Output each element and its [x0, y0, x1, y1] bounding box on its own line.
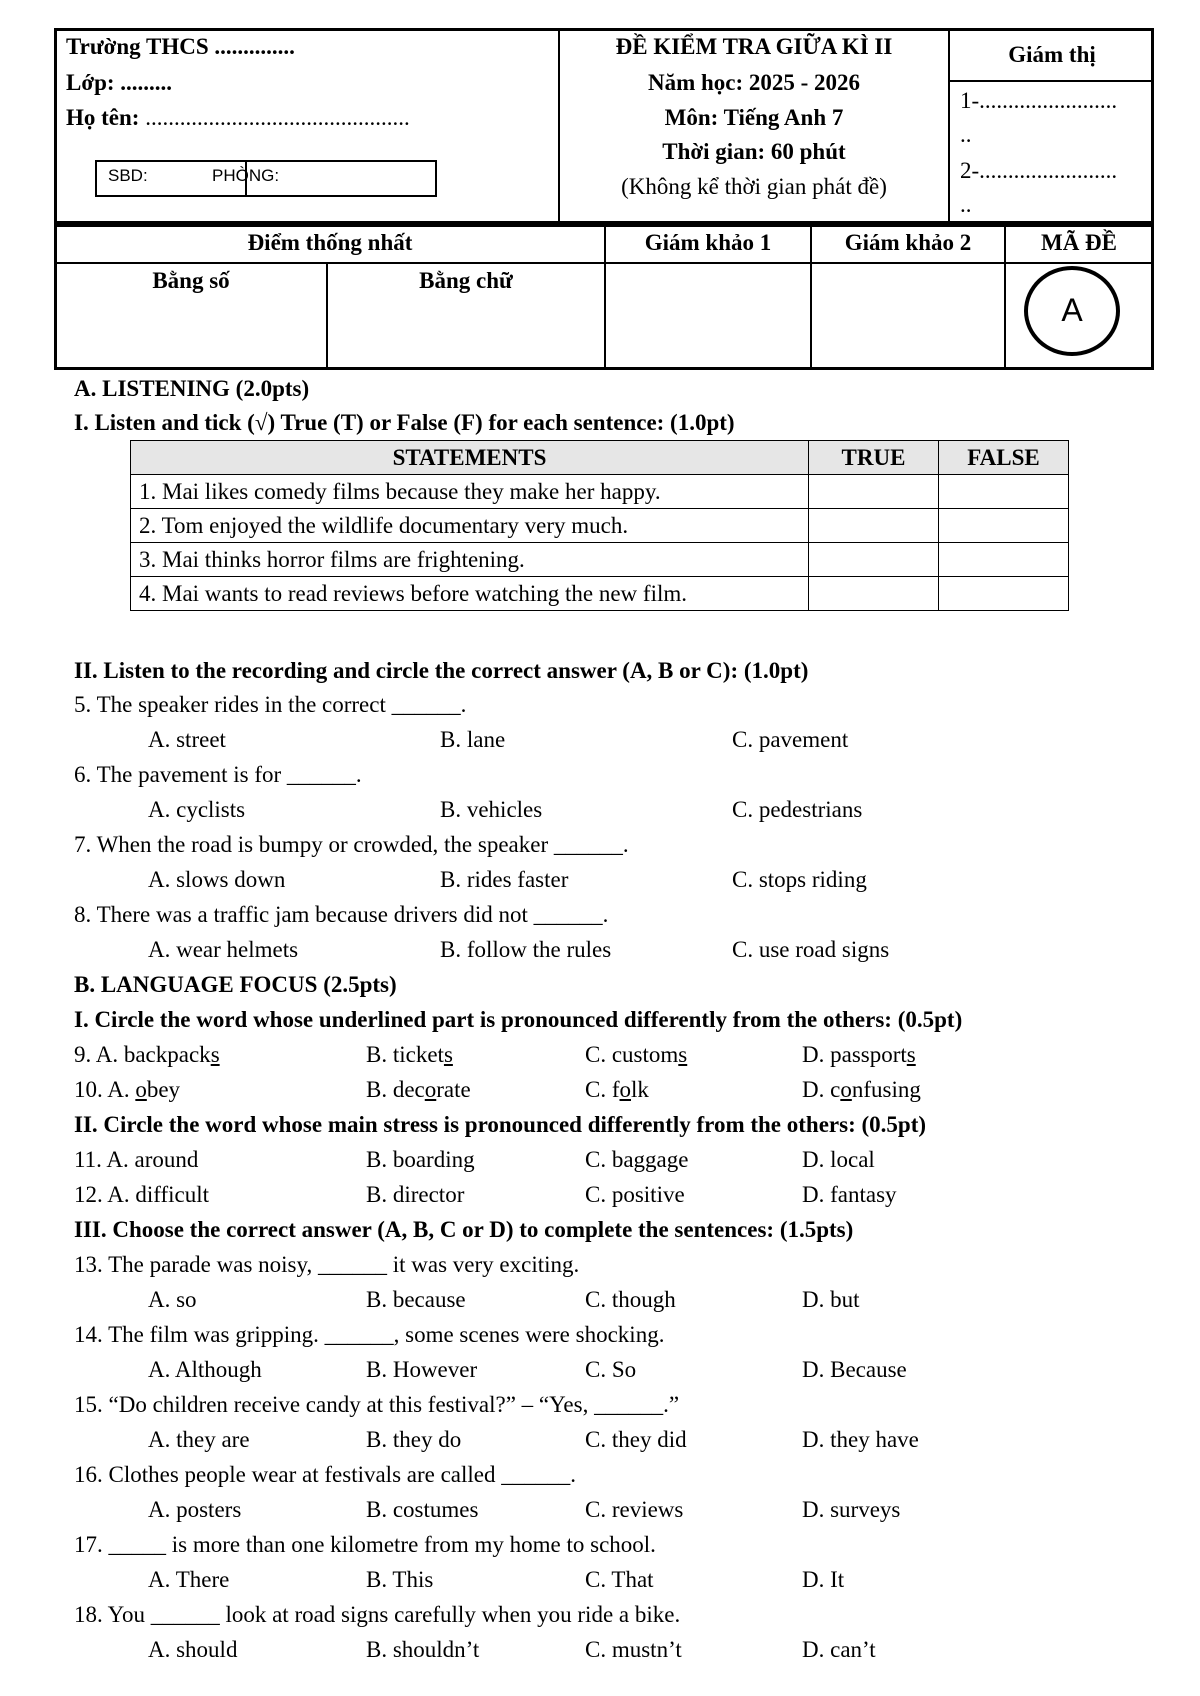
- score-words-label: Bằng chữ: [419, 268, 513, 293]
- statement-cell: 4. Mai wants to read reviews before watching the new film.: [131, 577, 809, 611]
- false-checkbox-cell[interactable]: [939, 577, 1069, 611]
- language-part1-title: I. Circle the word whose underlined part is pronounced differently from the others: (0.5pt): [74, 1007, 963, 1032]
- table-row: [131, 509, 1069, 543]
- answer-option[interactable]: D. can’t: [802, 1637, 876, 1662]
- option-text: lk: [631, 1077, 649, 1102]
- statement-cell: 3. Mai thinks horror films are frightening.: [131, 543, 809, 577]
- name-label: Họ tên:: [66, 105, 146, 130]
- table-row: [131, 475, 1069, 509]
- answer-option[interactable]: B. rides faster: [440, 867, 569, 892]
- answer-option[interactable]: C. stops riding: [732, 867, 867, 892]
- answer-option[interactable]: B. follow the rules: [440, 937, 612, 962]
- underlined-sound: o: [424, 1077, 437, 1102]
- school-year: Năm học: 2025 - 2026: [647, 70, 861, 95]
- examiner-1-label: Giám khảo 1: [644, 230, 772, 255]
- answer-option[interactable]: A. posters: [148, 1497, 242, 1522]
- listening-part1-title: I. Listen and tick (√) True (T) or False (F) for each sentence: (1.0pt): [74, 410, 735, 435]
- school-name: Trường THCS ..............: [66, 34, 295, 59]
- false-checkbox-cell[interactable]: [939, 543, 1069, 577]
- answer-option[interactable]: B. director: [366, 1182, 465, 1207]
- student-name-field: [66, 105, 410, 131]
- answer-option[interactable]: A. street: [148, 727, 226, 752]
- answer-option[interactable]: D. surveys: [802, 1497, 901, 1522]
- unified-score-label: Điểm thống nhất: [247, 230, 413, 255]
- answer-option[interactable]: B. vehicles: [440, 797, 543, 822]
- proctor-dots: ..: [960, 192, 972, 217]
- language-part2-title: II. Circle the word whose main stress is pronounced differently from the others: (0.5pt): [74, 1112, 927, 1137]
- statement-cell: 1. Mai likes comedy films because they make her happy.: [131, 475, 809, 509]
- question-text: 13. The parade was noisy, ______ it was very exciting.: [74, 1252, 580, 1277]
- answer-option[interactable]: C. though: [585, 1287, 676, 1312]
- answer-option[interactable]: B. shouldn’t: [366, 1637, 480, 1662]
- true-checkbox-cell[interactable]: [809, 543, 939, 577]
- option-text: 9. A. backpack: [74, 1042, 211, 1067]
- true-checkbox-cell[interactable]: [809, 509, 939, 543]
- true-checkbox-cell[interactable]: [809, 577, 939, 611]
- question-text: 7. When the road is bumpy or crowded, the speaker ______.: [74, 832, 629, 857]
- answer-option[interactable]: [74, 1077, 180, 1103]
- answer-option[interactable]: C. positive: [585, 1182, 685, 1207]
- proctor-1: 1-........................: [960, 88, 1118, 113]
- header-divider: [948, 80, 1154, 82]
- answer-option[interactable]: A. Although: [148, 1357, 262, 1382]
- answer-option[interactable]: A. slows down: [148, 867, 286, 892]
- option-text: C. custom: [585, 1042, 679, 1067]
- option-text: D. c: [802, 1077, 841, 1102]
- answer-option[interactable]: C. That: [585, 1567, 654, 1592]
- section-language-title: B. LANGUAGE FOCUS (2.5pts): [74, 972, 397, 997]
- option-text: B. ticket: [366, 1042, 444, 1067]
- answer-option[interactable]: C. they did: [585, 1427, 687, 1452]
- answer-option[interactable]: [585, 1042, 687, 1068]
- answer-option[interactable]: A. they are: [148, 1427, 250, 1452]
- name-dots: ..............................................: [145, 105, 410, 130]
- answer-option[interactable]: D. local: [802, 1147, 875, 1172]
- option-text: C. f: [585, 1077, 620, 1102]
- false-checkbox-cell[interactable]: [939, 509, 1069, 543]
- class-field: Lớp: .........: [66, 70, 173, 95]
- statements-table: [130, 440, 1069, 611]
- option-text: bey: [146, 1077, 181, 1102]
- option-text: D. passport: [802, 1042, 907, 1067]
- answer-option[interactable]: C. pedestrians: [732, 797, 863, 822]
- answer-option[interactable]: B. However: [366, 1357, 478, 1382]
- section-listening-title: A. LISTENING (2.0pts): [74, 376, 310, 401]
- answer-option[interactable]: 11. A. around: [74, 1147, 199, 1172]
- answer-option[interactable]: B. costumes: [366, 1497, 479, 1522]
- answer-option[interactable]: [366, 1042, 453, 1068]
- false-checkbox-cell[interactable]: [939, 475, 1069, 509]
- table-row: [131, 577, 1069, 611]
- question-text: 17. _____ is more than one kilometre from my home to school.: [74, 1532, 656, 1557]
- answer-option[interactable]: D. fantasy: [802, 1182, 897, 1207]
- answer-option[interactable]: D. It: [802, 1567, 845, 1592]
- underlined-sound: o: [840, 1077, 852, 1102]
- answer-option[interactable]: [366, 1077, 471, 1103]
- duration: Thời gian: 60 phút: [662, 139, 846, 164]
- answer-option[interactable]: [802, 1077, 921, 1103]
- question-text: 6. The pavement is for ______.: [74, 762, 362, 787]
- true-checkbox-cell[interactable]: [809, 475, 939, 509]
- exam-code-label: MÃ ĐỀ: [1040, 230, 1118, 255]
- option-text: 10. A.: [74, 1077, 136, 1102]
- underlined-sound: s: [906, 1042, 916, 1067]
- table-header: FALSE: [939, 441, 1069, 475]
- listening-part2-title: II. Listen to the recording and circle the correct answer (A, B or C): (1.0pt): [74, 658, 809, 683]
- answer-option[interactable]: [802, 1042, 916, 1068]
- answer-option[interactable]: B. they do: [366, 1427, 462, 1452]
- answer-option[interactable]: A. so: [148, 1287, 197, 1312]
- answer-option[interactable]: C. baggage: [585, 1147, 689, 1172]
- answer-option[interactable]: C. mustn’t: [585, 1637, 682, 1662]
- score-number-label: Bằng số: [152, 268, 230, 293]
- question-text: 5. The speaker rides in the correct ______.: [74, 692, 467, 717]
- proctor-title: Giám thị: [1008, 42, 1096, 67]
- examiner-2-label: Giám khảo 2: [844, 230, 972, 255]
- answer-option[interactable]: D. but: [802, 1287, 860, 1312]
- answer-option[interactable]: B. lane: [440, 727, 506, 752]
- exam-title: ĐỀ KIỂM TRA GIỮA KÌ II: [615, 34, 893, 59]
- answer-option[interactable]: C. pavement: [732, 727, 849, 752]
- exam-code-badge: A: [1024, 266, 1120, 356]
- underlined-sound: o: [619, 1077, 631, 1102]
- option-text: rate: [436, 1077, 471, 1102]
- table-row: [131, 543, 1069, 577]
- sbd-label: SBD:: [108, 166, 148, 185]
- language-part3-title: III. Choose the correct answer (A, B, C or D) to complete the sentences: (1.5pts): [74, 1217, 854, 1242]
- question-text: 18. You ______ look at road signs carefully when you ride a bike.: [74, 1602, 681, 1627]
- question-text: 8. There was a traffic jam because drivers did not ______.: [74, 902, 609, 927]
- underlined-sound: s: [678, 1042, 688, 1067]
- answer-option[interactable]: A. There: [148, 1567, 230, 1592]
- table-header-row: [131, 441, 1069, 475]
- answer-option[interactable]: D. they have: [802, 1427, 919, 1452]
- question-text: 14. The film was gripping. ______, some scenes were shocking.: [74, 1322, 665, 1347]
- underlined-sound: s: [443, 1042, 453, 1067]
- proctor-dots: ..: [960, 122, 972, 147]
- answer-option[interactable]: [585, 1077, 649, 1103]
- question-text: 16. Clothes people wear at festivals are called ______.: [74, 1462, 577, 1487]
- answer-option[interactable]: A. should: [148, 1637, 238, 1662]
- answer-option[interactable]: B. because: [366, 1287, 466, 1312]
- answer-option[interactable]: B. boarding: [366, 1147, 475, 1172]
- option-text: nfusing: [851, 1077, 921, 1102]
- answer-option[interactable]: D. Because: [802, 1357, 907, 1382]
- answer-option[interactable]: C. reviews: [585, 1497, 684, 1522]
- subject: Môn: Tiếng Anh 7: [664, 105, 844, 130]
- answer-option[interactable]: C. So: [585, 1357, 637, 1382]
- answer-option[interactable]: A. wear helmets: [148, 937, 299, 962]
- room-label: PHÒNG:: [212, 166, 280, 185]
- table-header: TRUE: [809, 441, 939, 475]
- table-header: STATEMENTS: [131, 441, 809, 475]
- underlined-sound: s: [210, 1042, 220, 1067]
- underlined-sound: o: [135, 1077, 147, 1102]
- duration-note: (Không kể thời gian phát đề): [621, 174, 887, 199]
- question-text: 15. “Do children receive candy at this festival?” – “Yes, ______.”: [74, 1392, 680, 1417]
- answer-option[interactable]: A. cyclists: [148, 797, 246, 822]
- answer-option[interactable]: [74, 1042, 220, 1068]
- proctor-2: 2-........................: [960, 158, 1118, 183]
- answer-option[interactable]: 12. A. difficult: [74, 1182, 210, 1207]
- option-text: B. dec: [366, 1077, 425, 1102]
- answer-option[interactable]: C. use road signs: [732, 937, 890, 962]
- statement-cell: 2. Tom enjoyed the wildlife documentary very much.: [131, 509, 809, 543]
- answer-option[interactable]: B. This: [366, 1567, 434, 1592]
